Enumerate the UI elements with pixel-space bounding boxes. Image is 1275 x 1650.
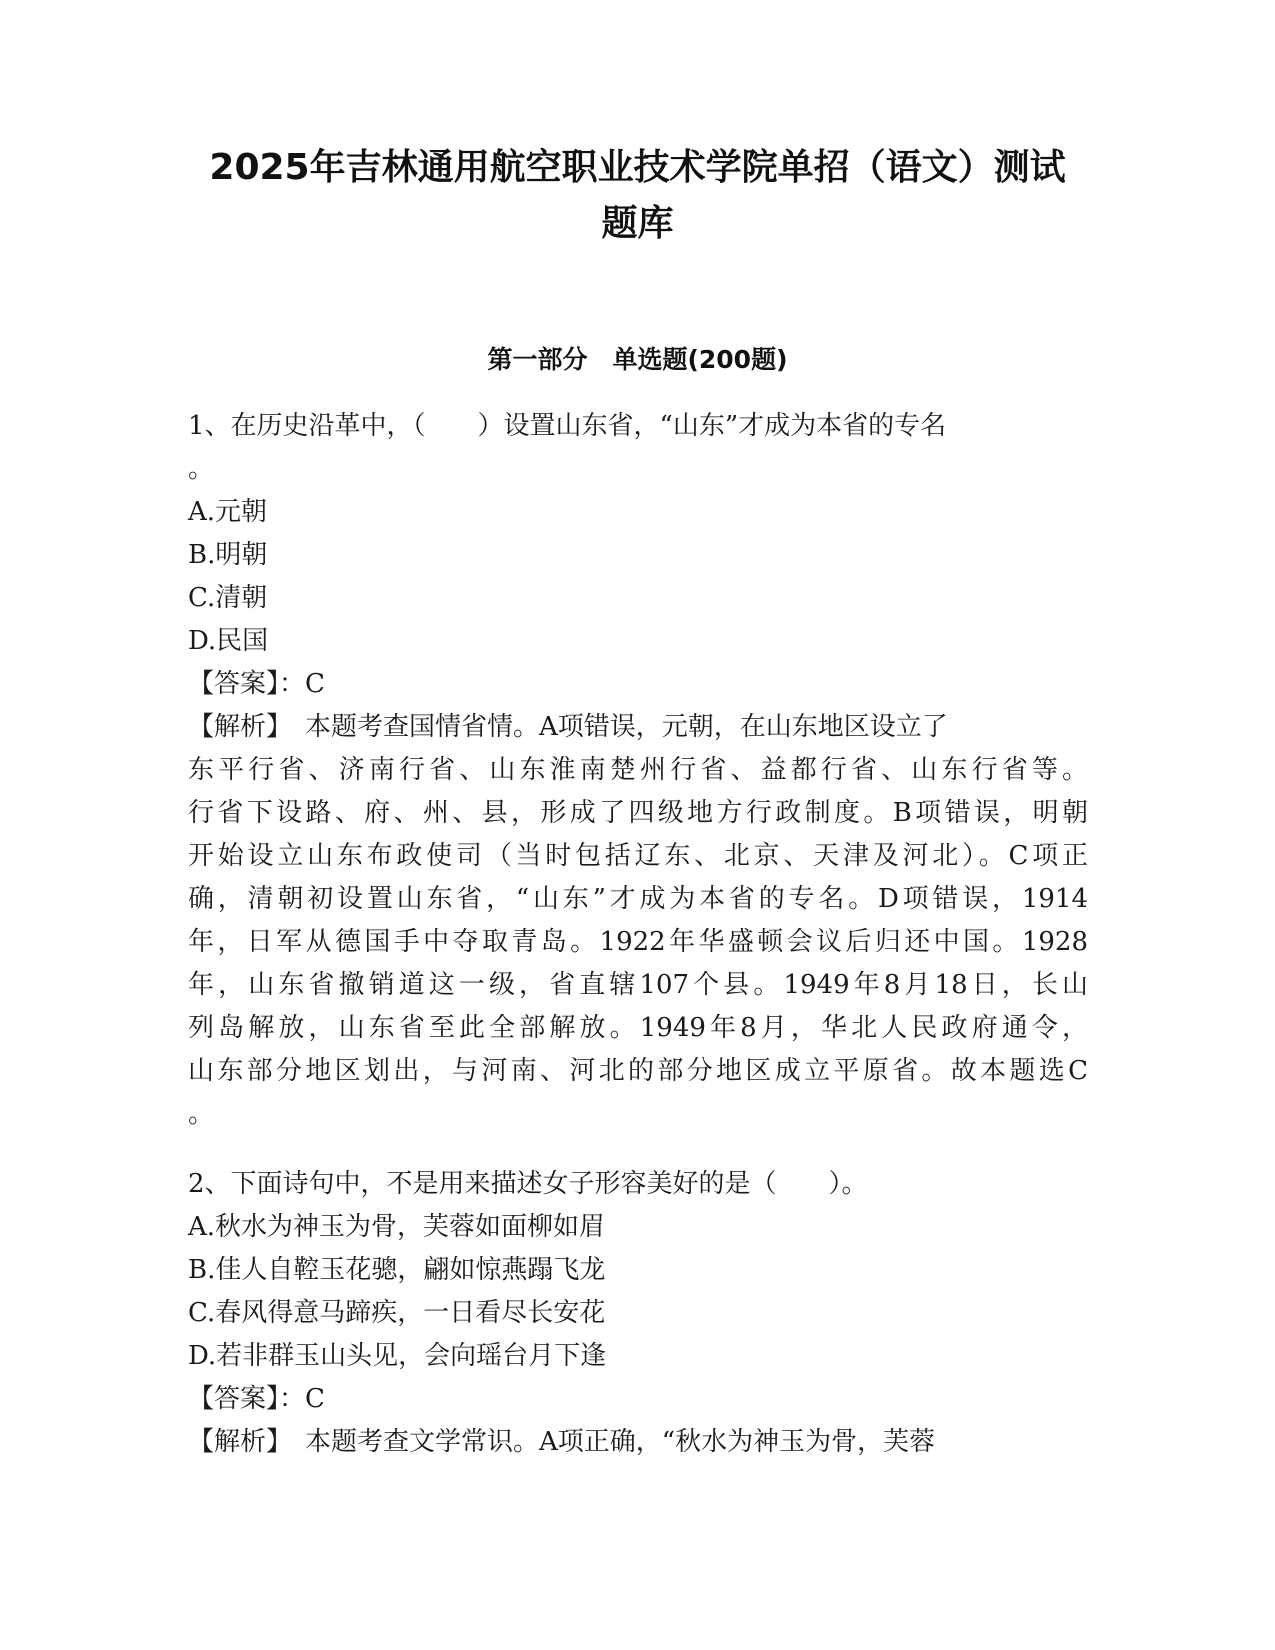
option-c: C.春风得意马蹄疾，一日看尽长安花	[188, 1298, 606, 1328]
document-title	[180, 140, 1095, 252]
question-stem: 2、下面诗句中，不是用来描述女子形容美好的是（ ）。	[188, 1169, 868, 1199]
option-d: D.若非群玉山头见，会向瑶台月下逢	[188, 1341, 607, 1371]
title-line-1: 2025年吉林通用航空职业技术学院单招（语文）测试	[209, 147, 1066, 188]
question-1	[188, 405, 1088, 1136]
option-c: C.清朝	[188, 583, 268, 613]
analysis-line: 年，日军从德国手中夺取青岛。1922年华盛顿会议后归还中国。1928	[188, 927, 1088, 957]
question-stem-continued: 。	[188, 454, 215, 484]
option-a: A.元朝	[188, 497, 268, 527]
analysis-line: 【解析】 本题考查文学常识。A项正确，“秋水为神玉为骨，芙蓉	[188, 1427, 936, 1457]
answer: 【答案】：C	[188, 669, 325, 699]
question-stem: 1、在历史沿革中，（ ）设置山东省，“山东”才成为本省的专名	[188, 411, 947, 441]
option-a: A.秋水为神玉为骨，芙蓉如面柳如眉	[188, 1212, 606, 1242]
title-line-2: 题库	[601, 203, 674, 244]
analysis-line: 。	[188, 1099, 215, 1129]
analysis-line: 东平行省、济南行省、山东淮南楚州行省、益都行省、山东行省等。	[188, 755, 1088, 785]
question-2	[188, 1163, 1088, 1464]
analysis-line: 山东部分地区划出，与河南、河北的部分地区成立平原省。故本题选C	[188, 1056, 1088, 1086]
analysis-line: 行省下设路、府、州、县，形成了四级地方行政制度。B项错误，明朝	[188, 798, 1088, 828]
analysis-line: 开始设立山东布政使司（当时包括辽东、北京、天津及河北）。C项正	[188, 841, 1088, 871]
option-b: B.明朝	[188, 540, 268, 570]
analysis-line: 列岛解放，山东省至此全部解放。1949年8月，华北人民政府通令，	[188, 1013, 1088, 1043]
option-b: B.佳人自鞚玉花骢，翩如惊燕蹋飞龙	[188, 1255, 606, 1285]
section-heading: 第一部分 单选题(200题)	[487, 345, 788, 374]
option-d: D.民国	[188, 626, 269, 656]
analysis-line: 【解析】 本题考查国情省情。A项错误，元朝，在山东地区设立了	[188, 712, 948, 742]
answer: 【答案】：C	[188, 1384, 325, 1414]
analysis-line: 确，清朝初设置山东省，“山东”才成为本省的专名。D项错误，1914	[188, 884, 1088, 914]
analysis-line: 年，山东省撤销道这一级，省直辖107个县。1949年8月18日，长山	[188, 970, 1088, 1000]
